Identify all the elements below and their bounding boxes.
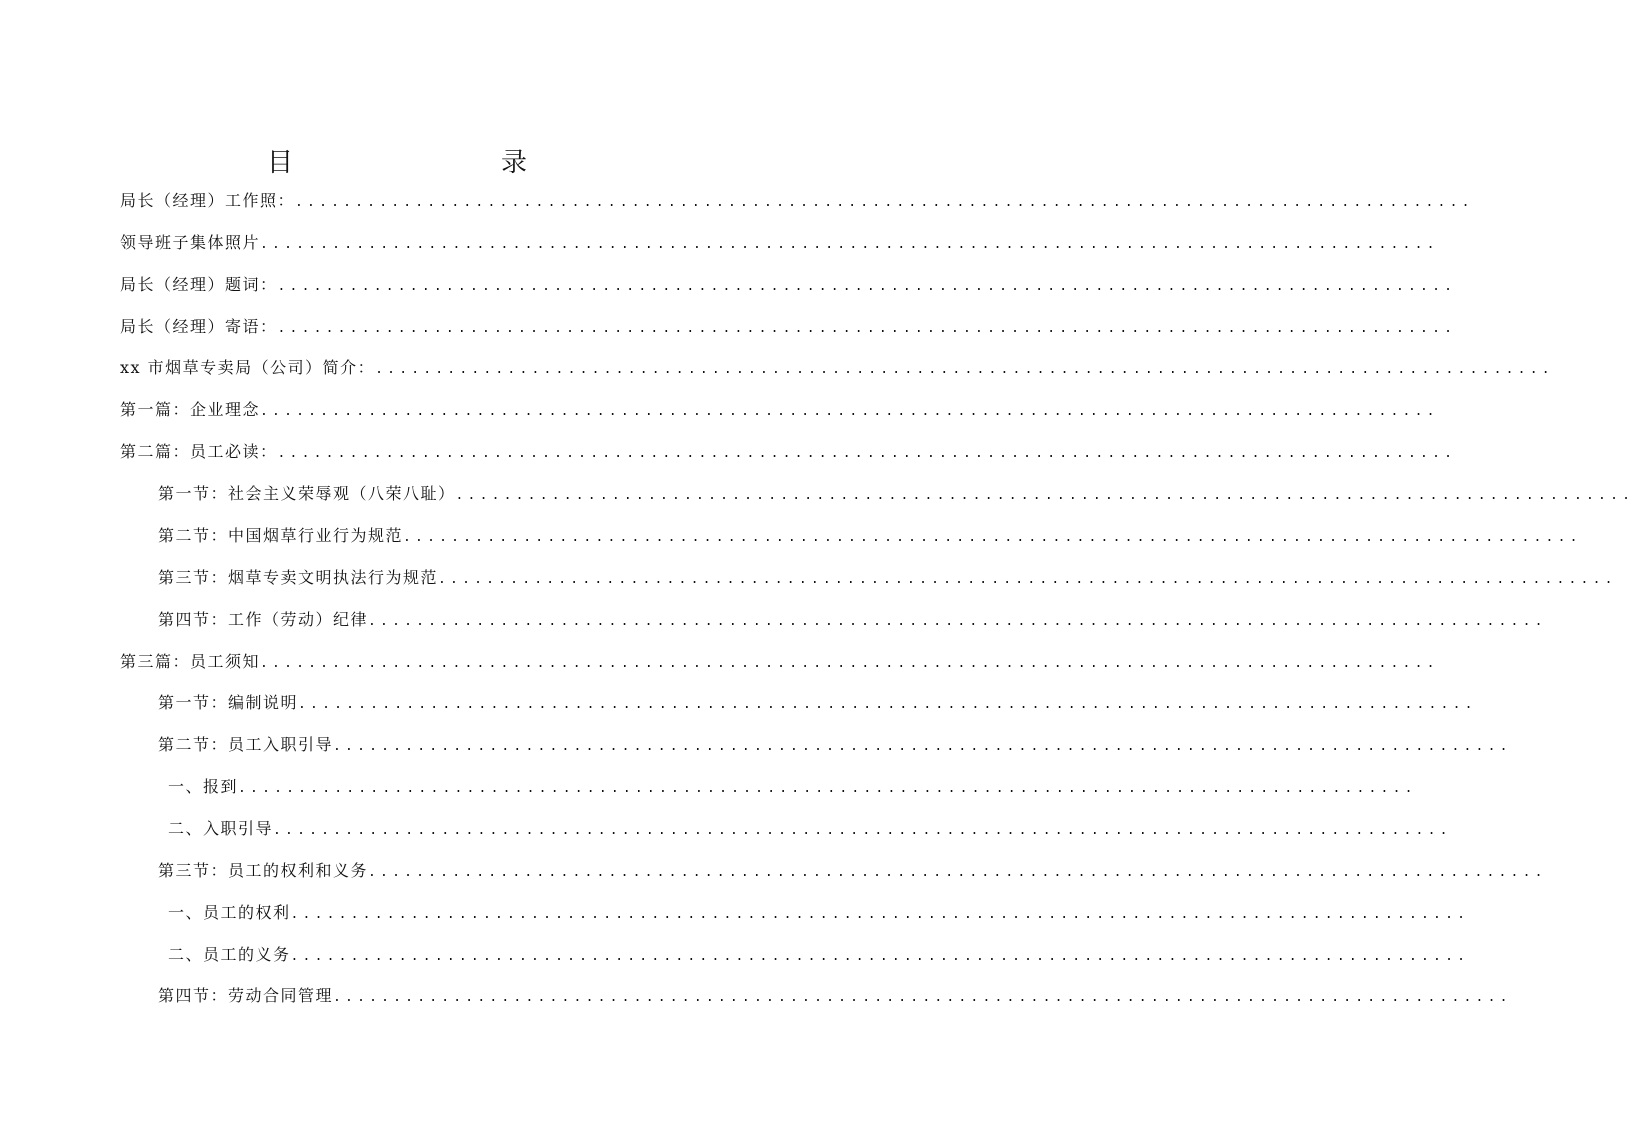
- toc-dot-leader: ..................................................................................................: [333, 990, 1512, 1005]
- toc-entry: [120, 355, 1554, 381]
- toc-dot-leader: ..................................................................................................: [238, 781, 1417, 796]
- toc-entry: [158, 565, 1617, 591]
- toc-entry: [158, 732, 1512, 758]
- toc-dot-leader: ..................................................................................................: [277, 279, 1457, 294]
- toc-dot-leader: ..................................................................................................: [375, 362, 1554, 377]
- toc-dot-leader: ..................................................................................................: [273, 823, 1452, 838]
- toc-dot-leader: ..................................................................................................: [277, 321, 1457, 336]
- toc-entry: [158, 690, 1477, 716]
- toc-title: 目 录: [266, 148, 579, 178]
- toc-entry-label: 局长（经理）题词：: [120, 275, 278, 294]
- toc-dot-leader: ..................................................................................................: [295, 195, 1474, 210]
- toc-entry: [168, 900, 1470, 926]
- toc-entry: [120, 188, 1474, 214]
- toc-entry-label: xx 市烟草专卖局（公司）简介：: [120, 358, 376, 377]
- toc-dot-leader: ..................................................................................................: [260, 404, 1439, 419]
- toc-entry-label: 第三节：烟草专卖文明执法行为规范: [158, 568, 439, 587]
- toc-entry: [120, 314, 1457, 340]
- toc-dot-leader: ..................................................................................................: [290, 949, 1470, 964]
- toc-entry: [120, 272, 1457, 298]
- toc-entry: [158, 481, 1634, 507]
- toc-dot-leader: ..................................................................................................: [455, 488, 1634, 503]
- toc-entry-label: 局长（经理）寄语：: [120, 317, 278, 336]
- toc-entry-label: 第二节：员工入职引导: [158, 735, 334, 754]
- toc-entry: [158, 983, 1512, 1009]
- toc-entry-label: 第一节：社会主义荣辱观（八荣八耻）: [158, 484, 456, 503]
- toc-entry-label: 第二节：中国烟草行业行为规范: [158, 526, 404, 545]
- toc-entry-label: 第四节：工作（劳动）纪律: [158, 610, 369, 629]
- toc-dot-leader: ..................................................................................................: [277, 446, 1457, 461]
- toc-dot-leader: ..................................................................................................: [290, 907, 1470, 922]
- toc-entry-label: 第四节：劳动合同管理: [158, 986, 334, 1005]
- toc-entry: [158, 858, 1547, 884]
- toc-dot-leader: ..................................................................................................: [368, 614, 1547, 629]
- toc-entry: [158, 523, 1582, 549]
- toc-dot-leader: ..................................................................................................: [260, 237, 1439, 252]
- toc-entry-label: 二、员工的义务: [168, 945, 291, 964]
- toc-dot-leader: ..................................................................................................: [333, 739, 1512, 754]
- toc-dot-leader: ..................................................................................................: [298, 697, 1477, 712]
- toc-entry: [168, 816, 1452, 842]
- toc-entry-label: 第一篇：企业理念: [120, 400, 261, 419]
- toc-entry-label: 二、入职引导: [168, 819, 274, 838]
- toc-dot-leader: ..................................................................................................: [438, 572, 1617, 587]
- toc-entry: [168, 942, 1470, 968]
- toc-entry: [120, 649, 1439, 675]
- toc-entry-label: 一、报到: [168, 777, 239, 796]
- toc-entry-label: 第一节：编制说明: [158, 693, 299, 712]
- toc-entry-label: 局长（经理）工作照：: [120, 191, 296, 210]
- toc-entry: [158, 607, 1547, 633]
- toc-entry: [120, 230, 1439, 256]
- toc-entry-label: 一、员工的权利: [168, 903, 291, 922]
- toc-dot-leader: ..................................................................................................: [368, 865, 1547, 880]
- toc-entry: [120, 439, 1457, 465]
- toc-entry-label: 领导班子集体照片: [120, 233, 261, 252]
- toc-entry-label: 第三篇：员工须知: [120, 652, 261, 671]
- toc-entry-label: 第二篇：员工必读：: [120, 442, 278, 461]
- toc-entry: [120, 397, 1439, 423]
- toc-dot-leader: ..................................................................................................: [403, 530, 1582, 545]
- toc-entry: [168, 774, 1417, 800]
- toc-dot-leader: ..................................................................................................: [260, 656, 1439, 671]
- toc-entry-label: 第三节：员工的权利和义务: [158, 861, 369, 880]
